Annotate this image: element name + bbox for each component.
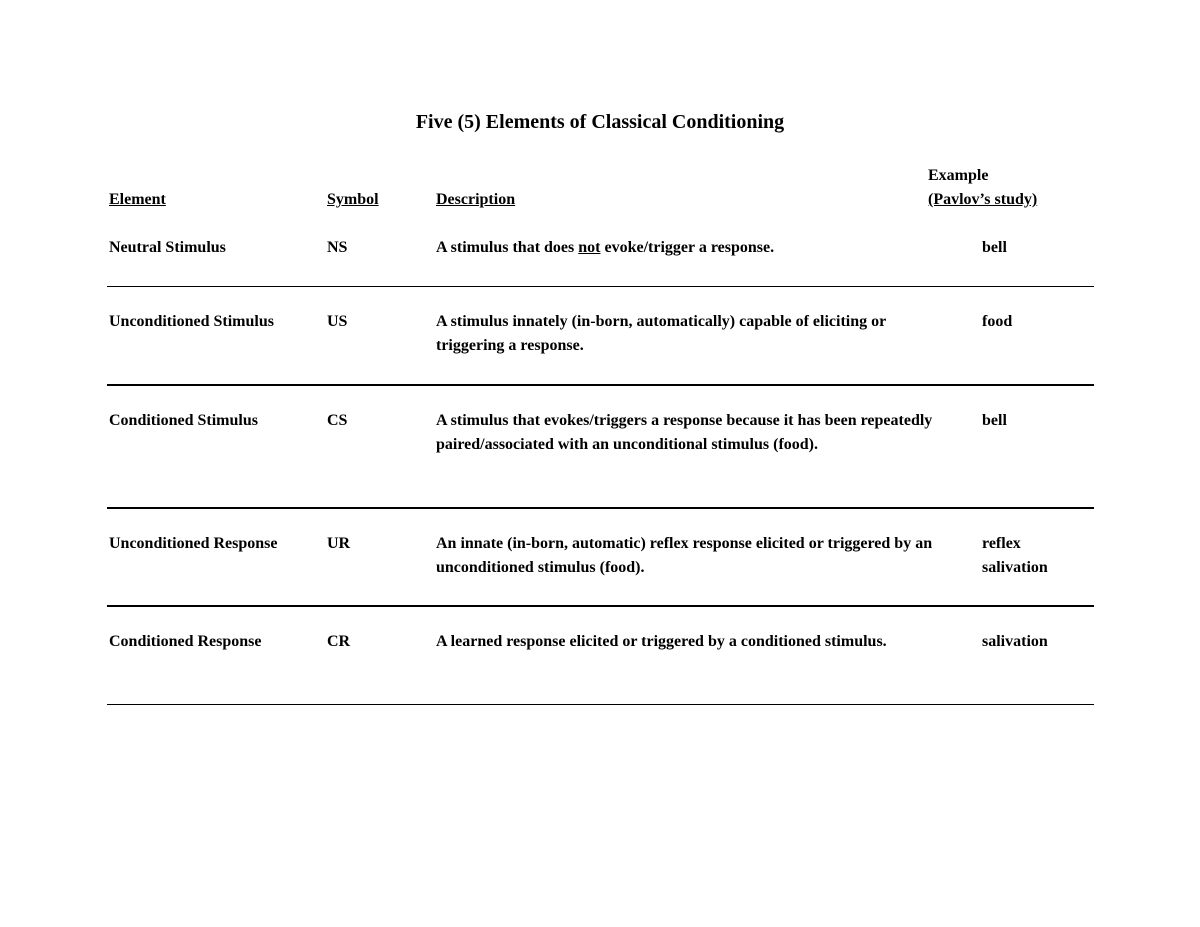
row-1-element: Neutral Stimulus	[109, 239, 226, 256]
row-2-example: food	[982, 313, 1013, 330]
row-2-symbol: US	[327, 313, 348, 330]
row-3-description: A stimulus that evokes/triggers a response because it has been repeatedly paired/associated with an unconditional stimulus (food).	[436, 412, 933, 453]
row-4-description: An innate (in-born, automatic) reflex response elicited or triggered by an unconditioned stimulus (food).	[436, 535, 933, 576]
row-1-description-pre: A stimulus that does	[436, 239, 579, 256]
row-5-symbol: CR	[327, 633, 351, 650]
row-5-element: Conditioned Response	[109, 633, 262, 650]
row-4-symbol: UR	[327, 535, 351, 552]
row-2-element: Unconditioned Stimulus	[109, 313, 274, 330]
header-example-line1: Example	[928, 167, 989, 184]
page-title: Five (5) Elements of Classical Conditioning	[415, 111, 785, 133]
row-1-description-emphasis: not	[578, 239, 601, 256]
row-5-description: A learned response elicited or triggered by a conditioned stimulus.	[436, 633, 887, 650]
row-divider	[107, 507, 1094, 509]
row-4-element: Unconditioned Response	[109, 535, 278, 552]
row-1-symbol: NS	[327, 239, 348, 256]
row-3-symbol: CS	[327, 412, 348, 429]
header-symbol: Symbol	[327, 191, 379, 208]
row-divider	[107, 605, 1094, 607]
row-4-example: reflex salivation	[982, 535, 1048, 576]
header-description: Description	[436, 191, 516, 208]
row-5-example: salivation	[982, 633, 1048, 650]
row-divider	[107, 384, 1094, 386]
row-3-example: bell	[982, 412, 1007, 429]
row-divider	[107, 704, 1094, 705]
row-1-description-post: evoke/trigger a response.	[600, 239, 775, 256]
header-element: Element	[109, 191, 166, 208]
header-example-line2: (Pavlov’s study)	[928, 191, 1038, 208]
row-3-element: Conditioned Stimulus	[109, 412, 258, 429]
row-2-description: A stimulus innately (in-born, automatically) capable of eliciting or triggering a response.	[436, 313, 886, 354]
row-1-example: bell	[982, 239, 1007, 256]
row-divider	[107, 286, 1094, 287]
row-1-description	[436, 236, 936, 260]
